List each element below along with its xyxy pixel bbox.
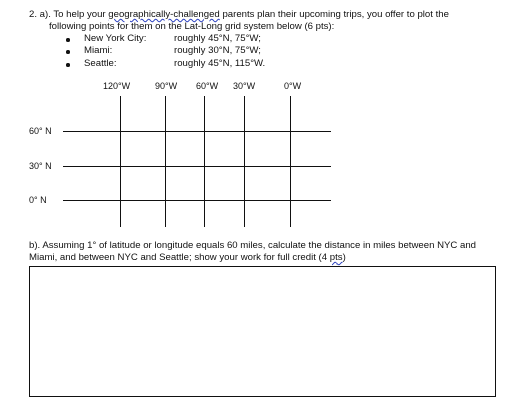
underlined-word: pts [329, 252, 343, 263]
part-b-line-2-suffix: ) [342, 252, 346, 263]
city-name: New York City: [84, 33, 147, 44]
underlined-word: geographically-challenged [108, 9, 220, 20]
longitude-label: 120°W [103, 81, 131, 91]
part-b-line-2 [29, 252, 346, 263]
latitude-label: 0° N [29, 195, 47, 205]
longitude-label: 60°W [196, 81, 219, 91]
part-b-line-2-prefix: Miami, and between NYC and Seattle; show your work for full credit (4 [29, 252, 330, 263]
answer-box[interactable] [29, 266, 496, 397]
city-coords: roughly 30°N, 75°W; [174, 45, 261, 56]
longitude-label: 0°W [284, 81, 302, 91]
longitude-label: 90°W [155, 81, 178, 91]
question-line-2: following points for them on the Lat-Long grid system below (6 pts): [49, 21, 335, 32]
longitude-label: 30°W [233, 81, 256, 91]
city-name: Seattle: [84, 58, 117, 69]
city-coords: roughly 45°N, 115°W. [174, 58, 266, 69]
question-line-1-suffix: parents plan their upcoming trips, you offer to plot the [219, 9, 449, 20]
part-b-line-1: b). Assuming 1° of latitude or longitude equals 60 miles, calculate the distance in miles between NYC and [29, 240, 476, 251]
question-line-1-prefix: 2. a). To help your [29, 9, 109, 20]
latitude-label: 60° N [29, 126, 52, 136]
latitude-label: 30° N [29, 161, 52, 171]
city-coords: roughly 45°N, 75°W; [174, 33, 261, 44]
city-name: Miami: [84, 45, 113, 56]
